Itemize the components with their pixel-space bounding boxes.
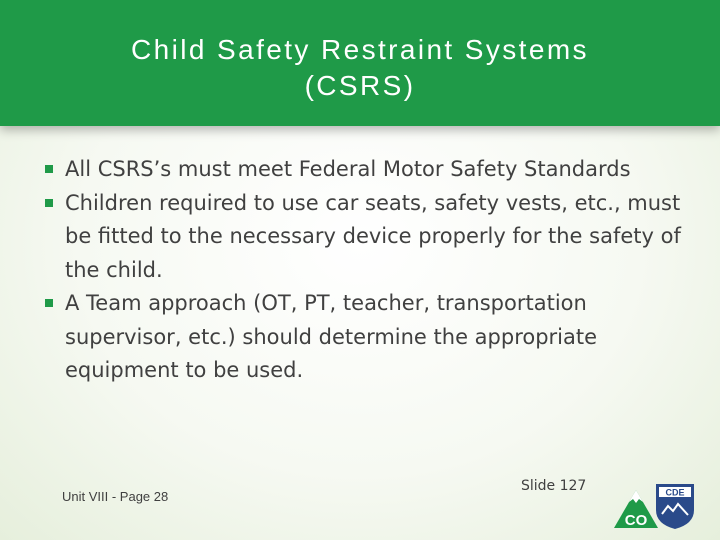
bullet-item (45, 153, 695, 187)
bullet-list (45, 153, 695, 388)
slide-title-line-1: Child Safety Restraint Systems (131, 34, 589, 65)
bullet-text: All CSRS’s must meet Federal Motor Safety Standards (65, 157, 631, 181)
cde-colorado-logo-icon (612, 480, 696, 530)
bullet-square-icon (45, 165, 53, 173)
logo-bottom-text: CO (624, 512, 648, 529)
slide-title-line-2: (CSRS) (304, 70, 416, 101)
bullet-square-icon (45, 199, 53, 207)
title-bar (0, 0, 720, 126)
slide-title (0, 32, 720, 104)
bullet-square-icon (45, 299, 53, 307)
footer-page-reference: Unit VIII - Page 28 (62, 489, 169, 504)
bullet-item (45, 287, 695, 388)
slide-number: Slide 127 (521, 478, 587, 494)
logo-top-text: CDE (665, 487, 685, 498)
bullet-item (45, 187, 695, 288)
bullet-text: Children required to use car seats, safety vests, etc., must be fitted to the necessary device properly for the safety of the child. (65, 190, 681, 282)
bullet-text: A Team approach (OT, PT, teacher, transportation supervisor, etc.) should determine the appropriate equipment to be used. (65, 291, 598, 382)
